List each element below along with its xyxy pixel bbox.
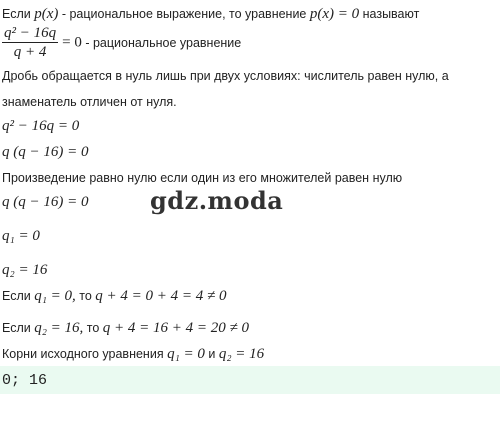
equation-2: q (q − 16) = 0 <box>2 144 89 160</box>
root-2: q₂ = 16 <box>2 262 48 278</box>
intro-suffix: называют <box>359 7 420 21</box>
intro-line <box>2 6 419 22</box>
roots-line <box>2 346 264 362</box>
intro-middle: - рациональное выражение, то уравнение <box>58 7 310 21</box>
fraction-rhs: = 0 <box>62 34 82 51</box>
check-1-calc: q + 4 = 0 + 4 = 4 ≠ 0 <box>95 288 227 304</box>
check-2-cond: q₂ = 16, <box>34 320 84 336</box>
intro-prefix: Если <box>2 7 35 21</box>
fraction-denominator: q + 4 <box>13 44 47 60</box>
answer-box <box>0 366 500 394</box>
check-1 <box>2 288 227 304</box>
check-2-prefix: Если <box>2 321 35 335</box>
check-1-prefix: Если <box>2 289 35 303</box>
equation-3: q (q − 16) = 0 <box>2 194 89 210</box>
roots-prefix: Корни исходного уравнения <box>2 347 168 361</box>
equation-1: q² − 16q = 0 <box>2 118 80 134</box>
fraction <box>2 26 58 60</box>
roots-r1: q₁ = 0 <box>167 346 205 362</box>
roots-and: и <box>204 347 219 361</box>
check-2 <box>2 320 249 336</box>
fraction-line <box>2 26 241 60</box>
fraction-numerator: q² − 16q <box>4 25 57 41</box>
root-1: q₁ = 0 <box>2 228 40 244</box>
check-1-cond: q₁ = 0, <box>34 288 76 304</box>
watermark-logo: gdz.moda <box>150 186 284 215</box>
condition-text-1: Дробь обращается в нуль лишь при двух условиях: числитель равен нулю, а <box>2 69 449 83</box>
intro-equation: p(x) = 0 <box>309 6 360 22</box>
intro-expr: p(x) <box>34 6 59 22</box>
roots-r2: q₂ = 16 <box>218 346 265 362</box>
check-2-middle: то <box>83 321 103 335</box>
check-2-calc: q + 4 = 16 + 4 = 20 ≠ 0 <box>102 320 250 336</box>
check-1-middle: то <box>75 289 96 303</box>
fraction-text: - рациональное уравнение <box>81 36 242 50</box>
product-text: Произведение равно нулю если один из его множителей равен нулю <box>2 171 403 185</box>
condition-text-2: знаменатель отличен от нуля. <box>2 95 177 109</box>
answer-text: 0; 16 <box>2 372 48 389</box>
